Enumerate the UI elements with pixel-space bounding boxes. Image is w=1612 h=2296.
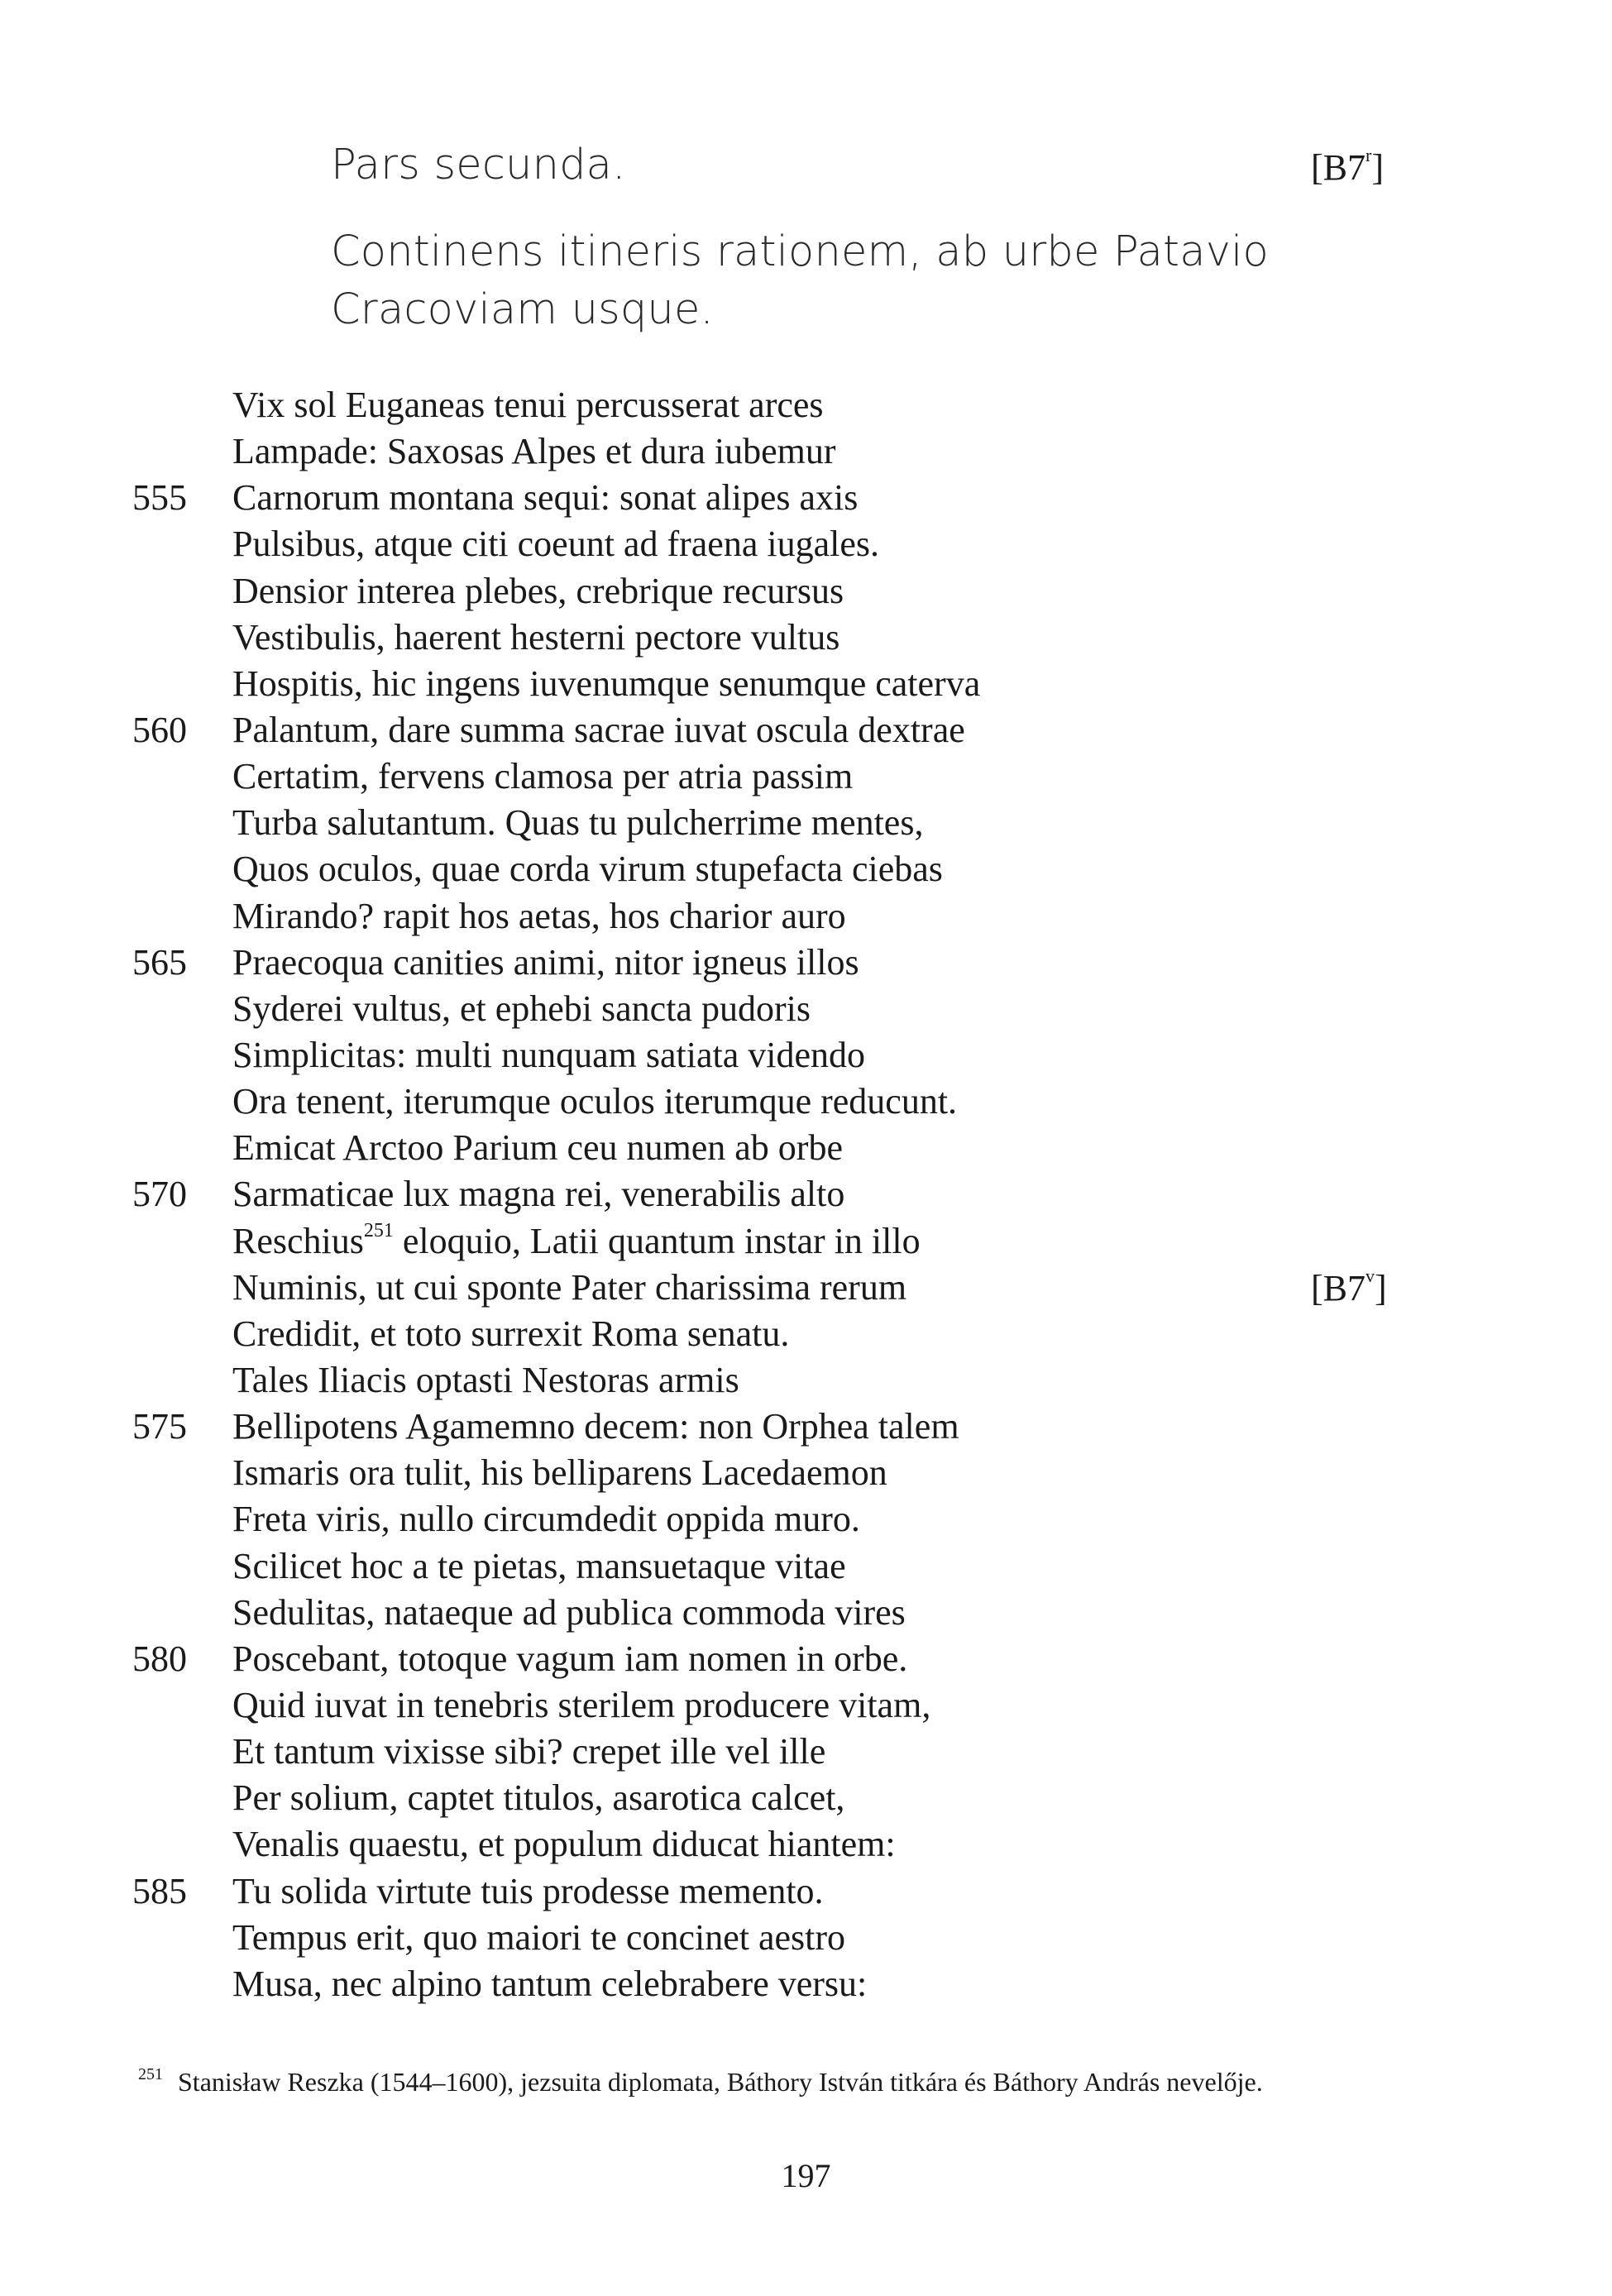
verse-line [132, 1729, 1290, 1775]
verse-line [132, 1821, 1290, 1868]
verse-text [232, 382, 824, 428]
verse-line [132, 1450, 1290, 1496]
verse-text-main: Tempus erit, quo maiori te concinet aestro [232, 1916, 846, 1958]
verse-text-main: Praecoqua canities animi, nitor igneus illos [232, 941, 859, 983]
verse-text-main: Vestibulis, haerent hesterni pectore vultus [232, 616, 840, 658]
verse-line [132, 1218, 1290, 1265]
verse-line [132, 986, 1290, 1032]
verse-line [132, 753, 1290, 800]
verse-text [232, 1868, 824, 1915]
verse-text-main: Musa, nec alpino tantum celebrabere versu: [232, 1963, 868, 2004]
verse-text [232, 1821, 896, 1868]
folio-label: [B7 [1311, 1268, 1366, 1308]
verse-text [232, 846, 943, 892]
verse-text [232, 1961, 867, 2007]
verse-text [232, 800, 923, 846]
verse-line [132, 1171, 1290, 1217]
verse-text [232, 1590, 906, 1636]
verse-text-main: Turba salutantum. Quas tu pulcherrime mentes, [232, 802, 924, 844]
verse-text [232, 707, 965, 753]
verse-text-main: Quid iuvat in tenebris sterilem producere vitam, [232, 1684, 931, 1725]
folio-close: ] [1375, 1268, 1387, 1308]
line-number: 555 [132, 477, 187, 519]
footnote-mark: 251 [138, 2065, 163, 2083]
verse-text [232, 940, 859, 986]
part-title: Pars secunda. [331, 141, 626, 189]
folio-marker-verso [1311, 1265, 1387, 1312]
verse-text-main: Per solium, captet titulos, asarotica calcet, [232, 1777, 845, 1819]
verse-line [132, 1868, 1290, 1915]
folio-close: ] [1371, 147, 1384, 188]
verse-text-main: Pulsibus, atque citi coeunt ad fraena iugales. [232, 524, 879, 565]
verse-text-main: Sedulitas, nataeque ad publica commoda vires [232, 1591, 906, 1633]
verse-text-main: Carnorum montana sequi: sonat alipes axis [232, 477, 859, 519]
verse-line [132, 893, 1290, 940]
verse-text-main: Palantum, dare summa sacrae iuvat oscula dextrae [232, 709, 965, 750]
verse-text-main: Bellipotens Agamemno decem: non Orphea talem [232, 1406, 959, 1447]
verse-line [132, 1543, 1290, 1590]
verse-text-main: Vix sol Euganeas tenui percusserat arces [232, 385, 824, 425]
verse-text-main: Scilicet hoc a te pietas, mansuetaque vitae [232, 1545, 846, 1586]
page-number: 197 [781, 2157, 831, 2194]
verse-text-main: Ora tenent, iterumque oculos iterumque reducunt. [232, 1081, 958, 1122]
verse-text [232, 521, 879, 567]
verse-text [232, 753, 853, 800]
line-number: 570 [132, 1174, 187, 1215]
verse-text-main: Syderei vultus, et ephebi sancta pudoris [232, 988, 811, 1029]
verse-text-main: Ismaris ora tulit, his belliparens Lacedaemon [232, 1452, 887, 1494]
line-number: 560 [132, 709, 187, 750]
verse-text-main: Densior interea plebes, crebrique recursus [232, 570, 844, 611]
verse-line [132, 1032, 1290, 1079]
verse-line [132, 1404, 1290, 1450]
verse-text-main: Reschius [232, 1220, 364, 1261]
verse-text [232, 1636, 907, 1682]
verse-text [232, 1496, 860, 1543]
verse-text-main: Certatim, fervens clamosa per atria passim [232, 756, 854, 797]
verse-text [232, 1450, 887, 1496]
verse-text [232, 1404, 959, 1450]
verse-line [132, 382, 1290, 428]
verse-text [232, 1543, 846, 1590]
verse-text [232, 1125, 843, 1171]
verse-line [132, 615, 1290, 661]
verse-text-main: Tales Iliacis optasti Nestoras armis [232, 1359, 739, 1400]
footnote-reference: 251 [363, 1219, 394, 1241]
verse-text-main: Mirando? rapit hos aetas, hos charior auro [232, 895, 846, 936]
verse-line [132, 846, 1290, 892]
verse-text [232, 1729, 825, 1775]
verse-text [232, 1171, 844, 1217]
verse-line [132, 1775, 1290, 1821]
verse-text [232, 1311, 789, 1357]
verse-line [132, 1961, 1290, 2007]
verse-line [132, 1079, 1290, 1125]
verse-line [132, 1915, 1290, 1961]
verse-text [232, 475, 858, 521]
verse-line [132, 1311, 1290, 1357]
verse-text [232, 1032, 865, 1079]
verse-text [232, 1915, 845, 1961]
verse-line [132, 1265, 1290, 1311]
verse-text-main: Tu solida virtute tuis prodesse memento. [232, 1870, 824, 1911]
verse-text-main: Simplicitas: multi nunquam satiata videndo [232, 1034, 866, 1075]
verse-text [232, 1265, 906, 1311]
verse-text [232, 1682, 930, 1729]
verse-text-main: Poscebant, totoque vagum iam nomen in orbe. [232, 1638, 908, 1679]
verse-text-main: Credidit, et toto surrexit Roma senatu. [232, 1313, 790, 1354]
verse-line [132, 1357, 1290, 1404]
verse-text-main: Emicat Arctoo Parium ceu numen ab orbe [232, 1127, 843, 1169]
footnote-text: Stanisław Reszka (1544–1600), jezsuita diplomata, Báthory István titkára és Báthory András nevelője. [178, 2067, 1263, 2097]
verse-text-main: Hospitis, hic ingens iuvenumque senumque caterva [232, 662, 981, 704]
verse-text-continued: eloquio, Latii quantum instar in illo [393, 1220, 921, 1261]
verse-text [232, 661, 980, 707]
verse-block [132, 382, 1290, 2007]
verse-text [232, 568, 844, 615]
verse-line [132, 1590, 1290, 1636]
verse-text [232, 428, 835, 475]
verse-text [232, 1357, 739, 1404]
part-subtitle: Continens itineris rationem, ab urbe Patavio Cracoviam usque. [331, 227, 1269, 334]
verse-line [132, 568, 1290, 615]
line-number: 585 [132, 1870, 187, 1911]
folio-side: r [1366, 145, 1372, 165]
verse-line [132, 661, 1290, 707]
folio-marker-recto [1311, 145, 1384, 191]
folio-label: [B7 [1311, 147, 1366, 188]
verse-line [132, 800, 1290, 846]
verse-line [132, 1682, 1290, 1729]
verse-text [232, 986, 811, 1032]
verse-text-main: Et tantum vixisse sibi? crepet ille vel ille [232, 1731, 826, 1772]
verse-text-main: Lampade: Saxosas Alpes et dura iubemur [232, 431, 836, 472]
verse-line [132, 475, 1290, 521]
verse-line [132, 1636, 1290, 1682]
verse-line [132, 428, 1290, 475]
verse-text-main: Quos oculos, quae corda virum stupefacta ciebas [232, 849, 943, 890]
line-number: 565 [132, 941, 187, 983]
verse-text-main: Sarmaticae lux magna rei, venerabilis alto [232, 1174, 845, 1215]
verse-line [132, 521, 1290, 567]
line-number: 580 [132, 1638, 187, 1679]
verse-line [132, 707, 1290, 753]
verse-text-main: Numinis, ut cui sponte Pater charissima rerum [232, 1266, 907, 1308]
verse-line [132, 1496, 1290, 1543]
footnote [138, 2064, 1503, 2100]
verse-text [232, 615, 839, 661]
verse-text-main: Freta viris, nullo circumdedit oppida muro. [232, 1499, 860, 1540]
verse-text-main: Venalis quaestu, et populum diducat hiantem: [232, 1824, 896, 1865]
verse-line [132, 940, 1290, 986]
verse-text [232, 1079, 957, 1125]
folio-side: v [1366, 1265, 1375, 1286]
verse-line [132, 1125, 1290, 1171]
verse-text [232, 893, 846, 940]
verse-text [232, 1218, 921, 1265]
verse-text [232, 1775, 844, 1821]
line-number: 575 [132, 1406, 187, 1447]
